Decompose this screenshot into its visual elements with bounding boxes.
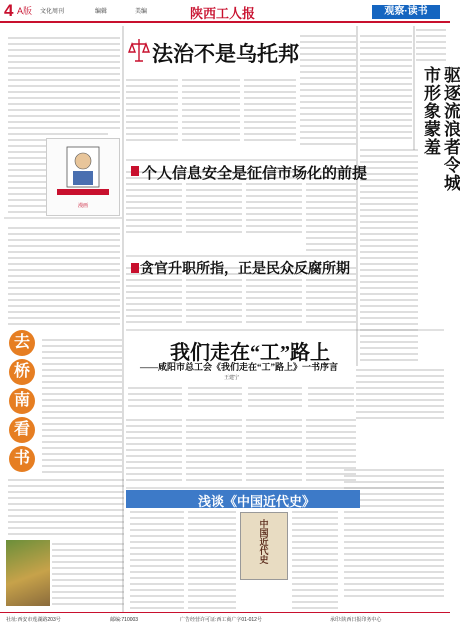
editor-label: 编辑 [95, 9, 108, 15]
bullet-icon [130, 165, 140, 177]
section-tag: 观察·读书 [372, 5, 440, 19]
scales-icon [128, 36, 150, 64]
footer-printer: 承印:陕西日报印务中心 [330, 617, 382, 623]
governance-headline: 贪官升职所指，正是民众反腐所期 [140, 262, 350, 277]
footer-address: 社址:西安市莲湖路203号 [6, 617, 61, 623]
travel-title-char: 书 [9, 446, 35, 472]
editorial-cartoon [46, 138, 120, 216]
page-banner: A版 [17, 6, 33, 16]
factory-headline: 我们走在“工”路上 [170, 342, 330, 364]
travel-title-char: 桥 [9, 359, 35, 385]
travel-title-char: 看 [9, 417, 35, 443]
privacy-headline: 个人信息安全是征信市场化的前提 [142, 166, 368, 182]
page-number: 4 [4, 1, 14, 20]
book-cover-title: 中国近代史 [258, 519, 269, 564]
footer-license: 广告经营许可证:西工商广字01-012号 [180, 617, 262, 623]
factory-subheadline: ——咸阳市总工会《我们走在“工”路上》一书序言 [140, 362, 339, 372]
masthead: 陕西工人报 [190, 6, 256, 21]
law-headline: 法治不是乌托邦 [152, 42, 299, 66]
right-column-headline: 驱逐流浪者令城市形象蒙羞 [421, 66, 460, 192]
travel-title-char: 南 [9, 388, 35, 414]
travel-title-box [4, 330, 40, 480]
footer-postcode: 邮编:710003 [110, 617, 139, 623]
designer-label: 美编 [135, 9, 148, 15]
book-cover [240, 512, 288, 580]
travel-photo [6, 540, 50, 606]
svg-text:漫画: 漫画 [77, 203, 89, 209]
bullet-icon [130, 262, 140, 274]
history-headline: 浅谈《中国近代史》 [198, 494, 316, 509]
travel-title-char: 去 [9, 330, 35, 356]
factory-text-block [128, 384, 354, 414]
edition-label: 文化周刊 [40, 9, 65, 15]
footer-rule [0, 612, 450, 613]
factory-author: 王建宁 [224, 375, 240, 381]
